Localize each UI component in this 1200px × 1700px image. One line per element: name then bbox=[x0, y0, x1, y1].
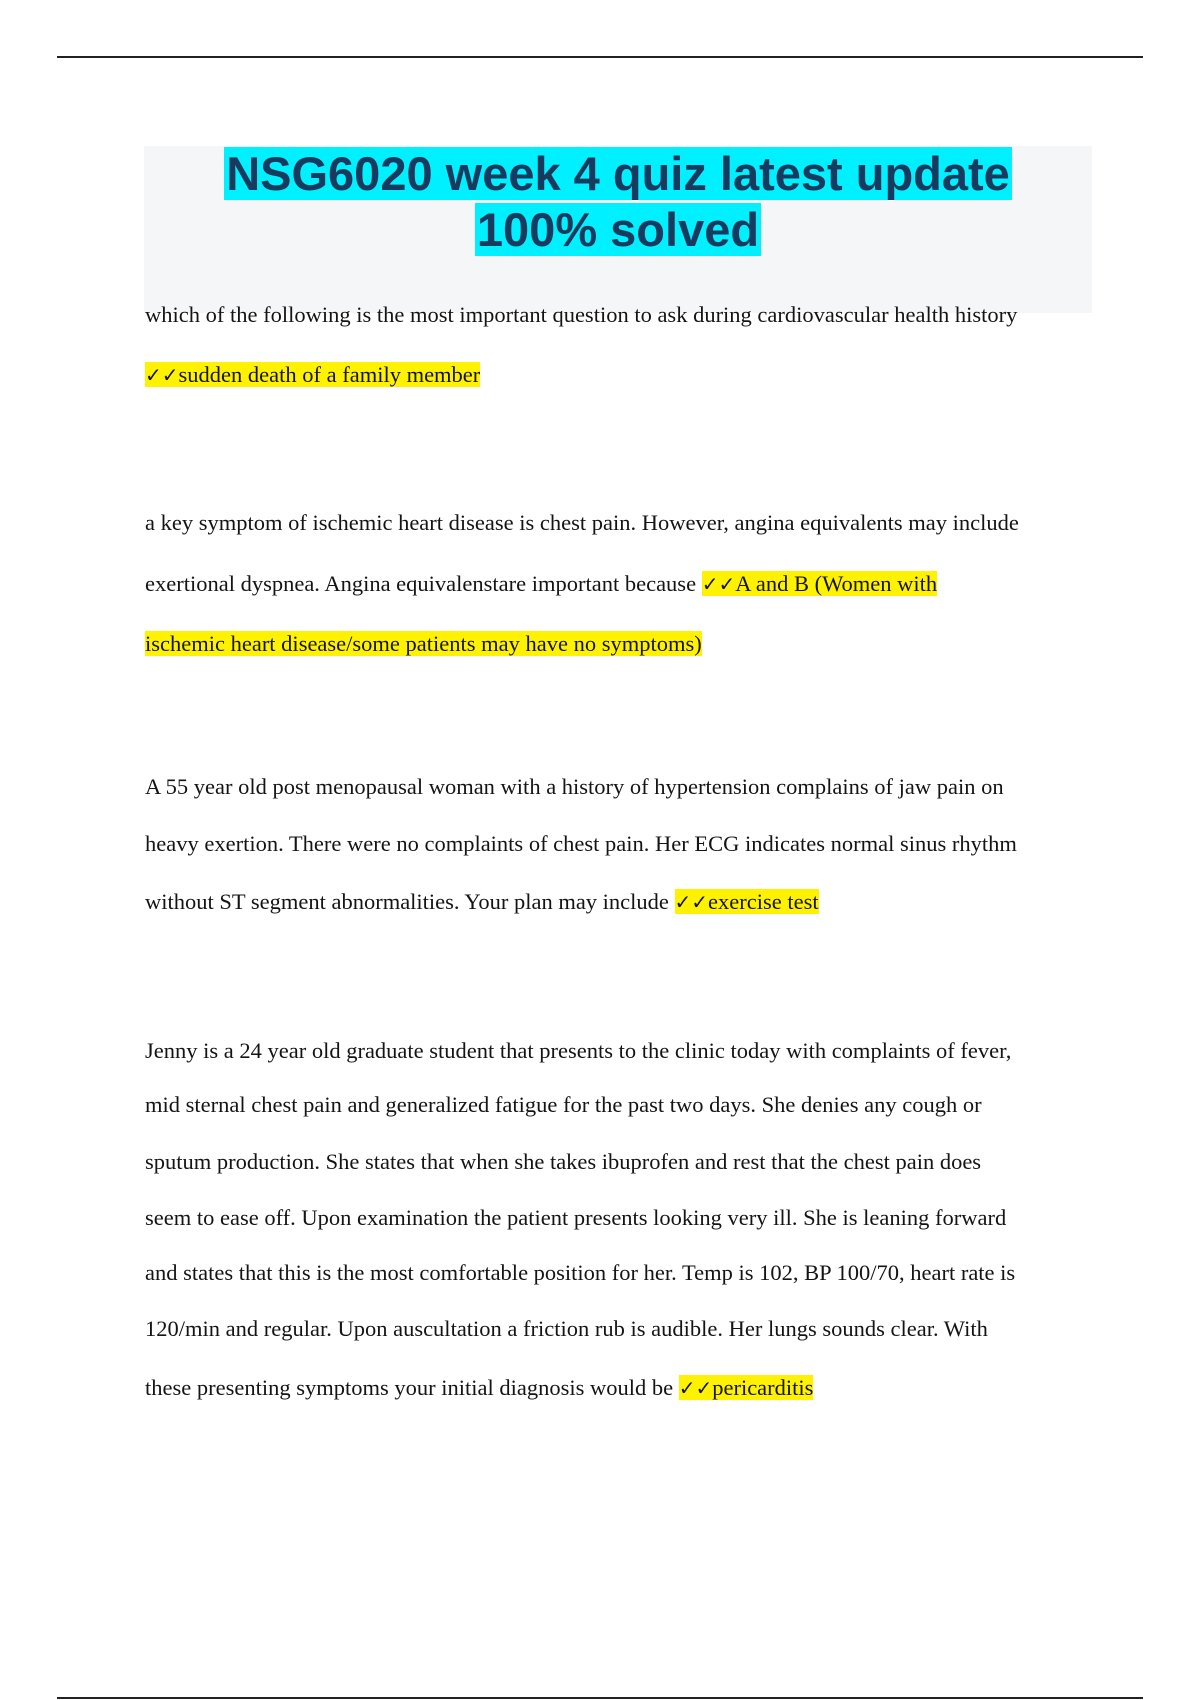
answer-highlight: ✓✓A and B (Women with bbox=[701, 571, 938, 596]
question-text: mid sternal chest pain and generalized fatigue for the past two days. She denies any cough or bbox=[145, 1092, 982, 1117]
question-text: A 55 year old post menopausal woman with a history of hypertension complains of jaw pain on bbox=[145, 774, 1004, 799]
answer-line bbox=[145, 362, 480, 388]
answer-highlight: ✓✓sudden death of a family member bbox=[145, 362, 481, 387]
question-text: a key symptom of ischemic heart disease is chest pain. However, angina equivalents may include bbox=[145, 510, 1019, 535]
question-text: Jenny is a 24 year old graduate student that presents to the clinic today with complaints of fever, bbox=[145, 1038, 1012, 1063]
question-text-with-answer: these presenting symptoms your initial diagnosis would be ✓✓pericarditis bbox=[145, 1375, 814, 1400]
double-check-icon: ✓✓ bbox=[678, 1376, 713, 1400]
double-check-icon: ✓✓ bbox=[701, 572, 736, 596]
answer-highlight: ✓✓exercise test bbox=[674, 889, 819, 914]
answer-line bbox=[145, 631, 702, 657]
document-title-line-1: NSG6020 week 4 quiz latest update bbox=[226, 147, 1010, 200]
document-title-line-2: 100% solved bbox=[476, 203, 760, 256]
question-text: seem to ease off. Upon examination the patient presents looking very ill. She is leaning forward bbox=[145, 1205, 1007, 1230]
top-rule bbox=[57, 56, 1143, 58]
answer-highlight: ✓✓pericarditis bbox=[678, 1375, 814, 1400]
question-text: heavy exertion. There were no complaints of chest pain. Her ECG indicates normal sinus rhythm bbox=[145, 831, 1017, 856]
question-text: and states that this is the most comfortable position for her. Temp is 102, BP 100/70, heart rate is bbox=[145, 1260, 1016, 1285]
title-block bbox=[144, 146, 1092, 313]
double-check-icon: ✓✓ bbox=[674, 890, 709, 914]
question-text: sputum production. She states that when she takes ibuprofen and rest that the chest pain does bbox=[145, 1149, 982, 1174]
question-text: which of the following is the most important question to ask during cardiovascular health history bbox=[145, 302, 1018, 327]
question-text-with-answer: exertional dyspnea. Angina equivalenstare important because ✓✓A and B (Women with bbox=[145, 571, 938, 596]
answer-highlight: ischemic heart disease/some patients may have no symptoms) bbox=[145, 631, 702, 656]
question-text: 120/min and regular. Upon auscultation a friction rub is audible. Her lungs sounds clear. With bbox=[145, 1316, 988, 1341]
bottom-rule bbox=[57, 1697, 1143, 1699]
question-text-with-answer: without ST segment abnormalities. Your plan may include ✓✓exercise test bbox=[145, 889, 819, 914]
double-check-icon: ✓✓ bbox=[145, 363, 179, 387]
